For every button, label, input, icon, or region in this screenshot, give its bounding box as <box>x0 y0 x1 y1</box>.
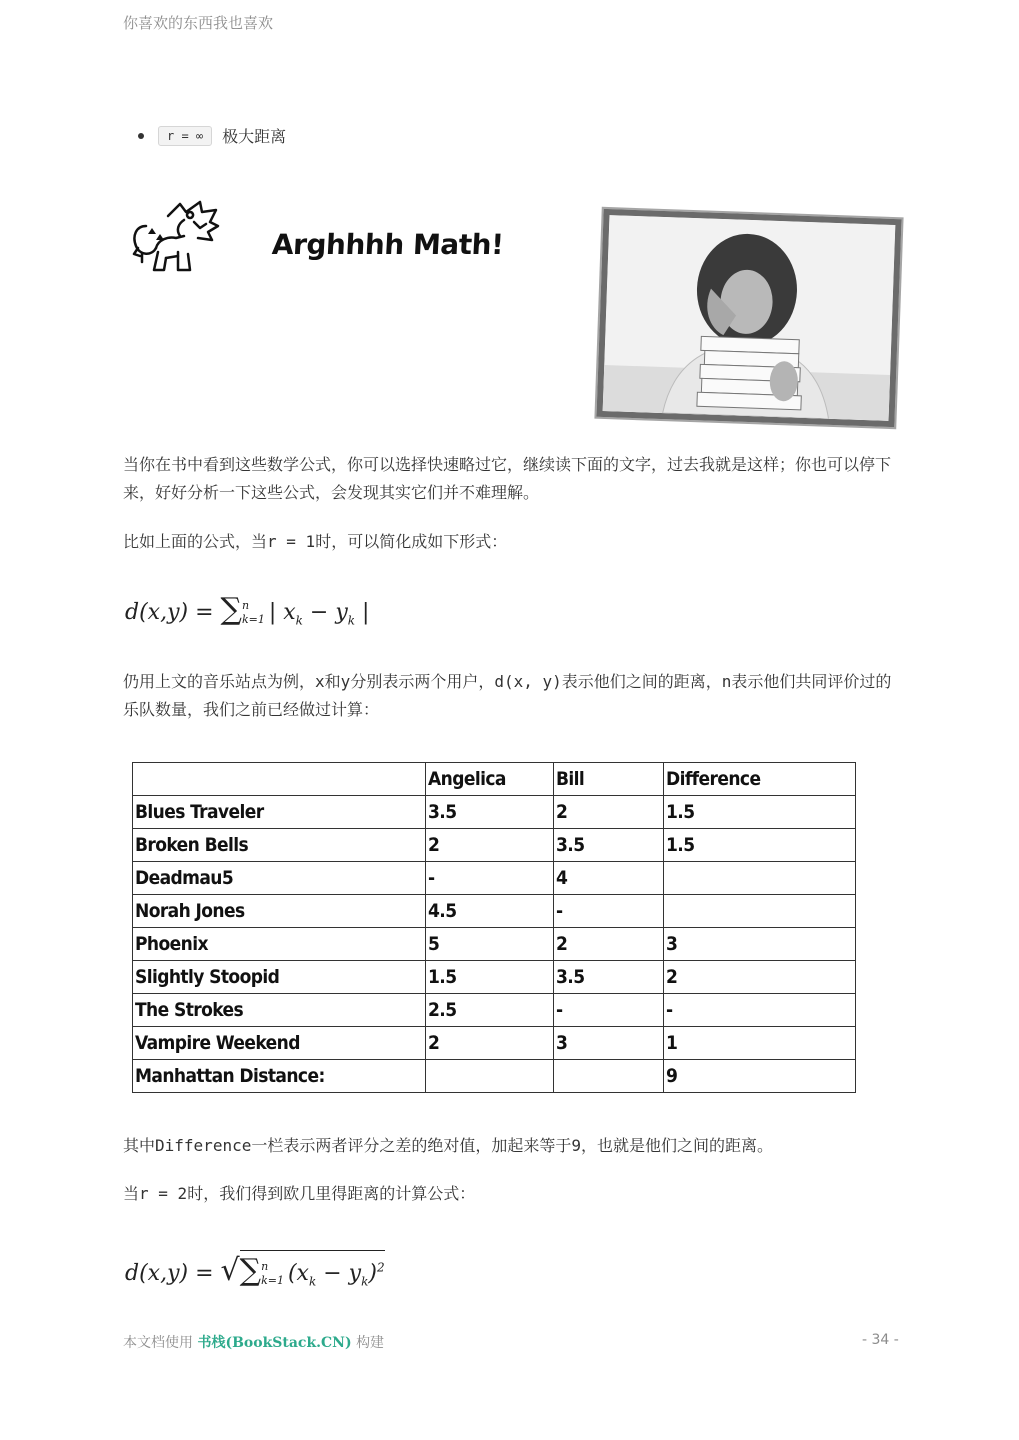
formula-term: ) <box>368 1261 377 1286</box>
footer-text: 本文档使用 <box>123 1335 193 1351</box>
table-cell: 3 <box>664 928 856 961</box>
bullet-text: 极大距离 <box>222 127 287 146</box>
text-span: ，也就是他们之间的距离。 <box>581 1136 774 1155</box>
sum-lower: k=1 <box>261 1274 284 1287</box>
table-cell: 4.5 <box>426 895 554 928</box>
table-cell: Vampire Weekend <box>133 1027 426 1060</box>
table-cell: 2 <box>426 829 554 862</box>
paragraph-r2 <box>123 1180 893 1208</box>
table-cell: 2 <box>554 796 664 829</box>
table-cell: 2.5 <box>426 994 554 1027</box>
footer-text: 构建 <box>356 1335 385 1351</box>
page-footer <box>123 1332 384 1352</box>
sigma-icon: ∑ <box>220 592 242 627</box>
table-cell: 2 <box>554 928 664 961</box>
table-cell <box>664 895 856 928</box>
table-header-row <box>133 763 856 796</box>
paragraph-r1 <box>123 528 893 556</box>
bullet-item <box>138 124 286 147</box>
table-cell: Slightly Stoopid <box>133 961 426 994</box>
inline-code: d(x, y) <box>494 672 562 691</box>
text-span: 仍用上文的音乐站点为例， <box>123 672 316 691</box>
table-cell: - <box>554 895 664 928</box>
sum-upper: n <box>261 1260 269 1273</box>
inline-code: x <box>315 672 325 691</box>
inline-code: y <box>340 672 351 691</box>
sqrt-body <box>240 1250 385 1288</box>
table-cell <box>554 1060 664 1093</box>
text-span: 表示他们共同评价过的乐队数量，我们之前已经做过计算： <box>123 672 892 719</box>
sum-lower: k=1 <box>241 613 265 626</box>
table-cell: 1.5 <box>664 796 856 829</box>
inline-code: r = 1 <box>267 532 316 551</box>
table-cell: Broken Bells <box>133 829 426 862</box>
text-span: 当 <box>123 1184 140 1203</box>
table-row <box>133 796 856 829</box>
formula-lhs: d(x,y) = <box>125 1261 214 1286</box>
formula-lhs: d(x,y) = <box>125 600 214 625</box>
formula-sub: k <box>308 1274 317 1289</box>
table-cell: - <box>426 862 554 895</box>
inline-code: r = ∞ <box>158 126 212 146</box>
text-span: 和 <box>324 672 341 691</box>
formula-sub: k <box>295 613 303 628</box>
text-span: 比如上面的公式，当 <box>123 532 268 551</box>
sigma-icon: ∑ <box>239 1253 262 1288</box>
table-cell: 3.5 <box>554 961 664 994</box>
table-cell: - <box>664 994 856 1027</box>
table-cell: 1 <box>664 1027 856 1060</box>
paragraph-intro: 当你在书中看到这些数学公式，你可以选择快速略过它，继续读下面的文字，过去我就是这样；你也可以停下来，好好分析一下这些公式，会发现其实它们并不难理解。 <box>123 455 892 502</box>
table-cell: Angelica <box>426 763 554 796</box>
formula-term: | <box>355 600 370 625</box>
table-cell: 9 <box>664 1060 856 1093</box>
formula-term: − y <box>302 600 348 625</box>
euclidean-formula <box>125 1250 385 1288</box>
figure-title: Arghhhh Math! <box>271 228 505 261</box>
table-cell: The Strokes <box>133 994 426 1027</box>
text-span: 时，可以简化成如下形式： <box>315 532 508 551</box>
formula-term: (x <box>287 1261 309 1286</box>
table-cell: - <box>554 994 664 1027</box>
sum-upper: n <box>241 599 250 612</box>
table-cell <box>133 763 426 796</box>
table-cell <box>426 1060 554 1093</box>
table-cell: Manhattan Distance: <box>133 1060 426 1093</box>
text-span: 一栏表示两者评分之差的绝对值，加起来等于 <box>251 1136 572 1155</box>
table-cell: 3.5 <box>426 796 554 829</box>
rating-table <box>132 762 856 1093</box>
table-row <box>133 1060 856 1093</box>
table-cell <box>664 862 856 895</box>
table-cell: Blues Traveler <box>133 796 426 829</box>
paragraph-explain <box>123 668 893 724</box>
text-span: 分别表示两个用户， <box>350 672 495 691</box>
paragraph-difference <box>123 1132 893 1160</box>
table-cell: 4 <box>554 862 664 895</box>
bullet-dot-icon <box>138 133 144 139</box>
bookstack-link[interactable]: 书栈(BookStack.CN) <box>197 1335 352 1351</box>
table-row <box>133 961 856 994</box>
table-cell: Norah Jones <box>133 895 426 928</box>
table-row <box>133 1027 856 1060</box>
inline-code: 9 <box>571 1136 581 1155</box>
table-cell: Deadmau5 <box>133 862 426 895</box>
dragon-mascot-icon <box>128 196 220 274</box>
table-row <box>133 862 856 895</box>
page-header: 你喜欢的东西我也喜欢 <box>123 14 274 32</box>
sum-bounds <box>261 1260 284 1288</box>
table-cell: Difference <box>664 763 856 796</box>
inline-code: Difference <box>155 1136 252 1155</box>
formula-term: − y <box>316 1261 362 1286</box>
page-number: - 34 - <box>862 1332 899 1348</box>
sqrt-icon: √ <box>220 1253 240 1288</box>
table-cell: 3.5 <box>554 829 664 862</box>
table-cell: 3 <box>554 1027 664 1060</box>
inline-code: r = 2 <box>139 1184 188 1203</box>
formula-sub: k <box>361 1274 369 1289</box>
table-cell: Phoenix <box>133 928 426 961</box>
formula-sub: k <box>347 613 356 628</box>
student-books-image-icon <box>603 215 896 421</box>
formula-power: 2 <box>376 1260 385 1275</box>
table-cell: 2 <box>426 1027 554 1060</box>
student-photo <box>596 209 901 427</box>
sum-bounds <box>242 599 265 627</box>
manhattan-formula <box>125 592 369 627</box>
table-row <box>133 895 856 928</box>
table-cell: 5 <box>426 928 554 961</box>
table-cell: 1.5 <box>664 829 856 862</box>
inline-code: n <box>721 672 732 691</box>
text-span: 时，我们得到欧几里得距离的计算公式： <box>187 1184 476 1203</box>
table-row <box>133 928 856 961</box>
text-span: 其中 <box>123 1136 156 1155</box>
text-span: 表示他们之间的距离， <box>561 672 722 691</box>
table-cell: Bill <box>554 763 664 796</box>
table-row <box>133 994 856 1027</box>
formula-term: | x <box>268 600 296 625</box>
table-cell: 2 <box>664 961 856 994</box>
table-row <box>133 829 856 862</box>
table-cell: 1.5 <box>426 961 554 994</box>
